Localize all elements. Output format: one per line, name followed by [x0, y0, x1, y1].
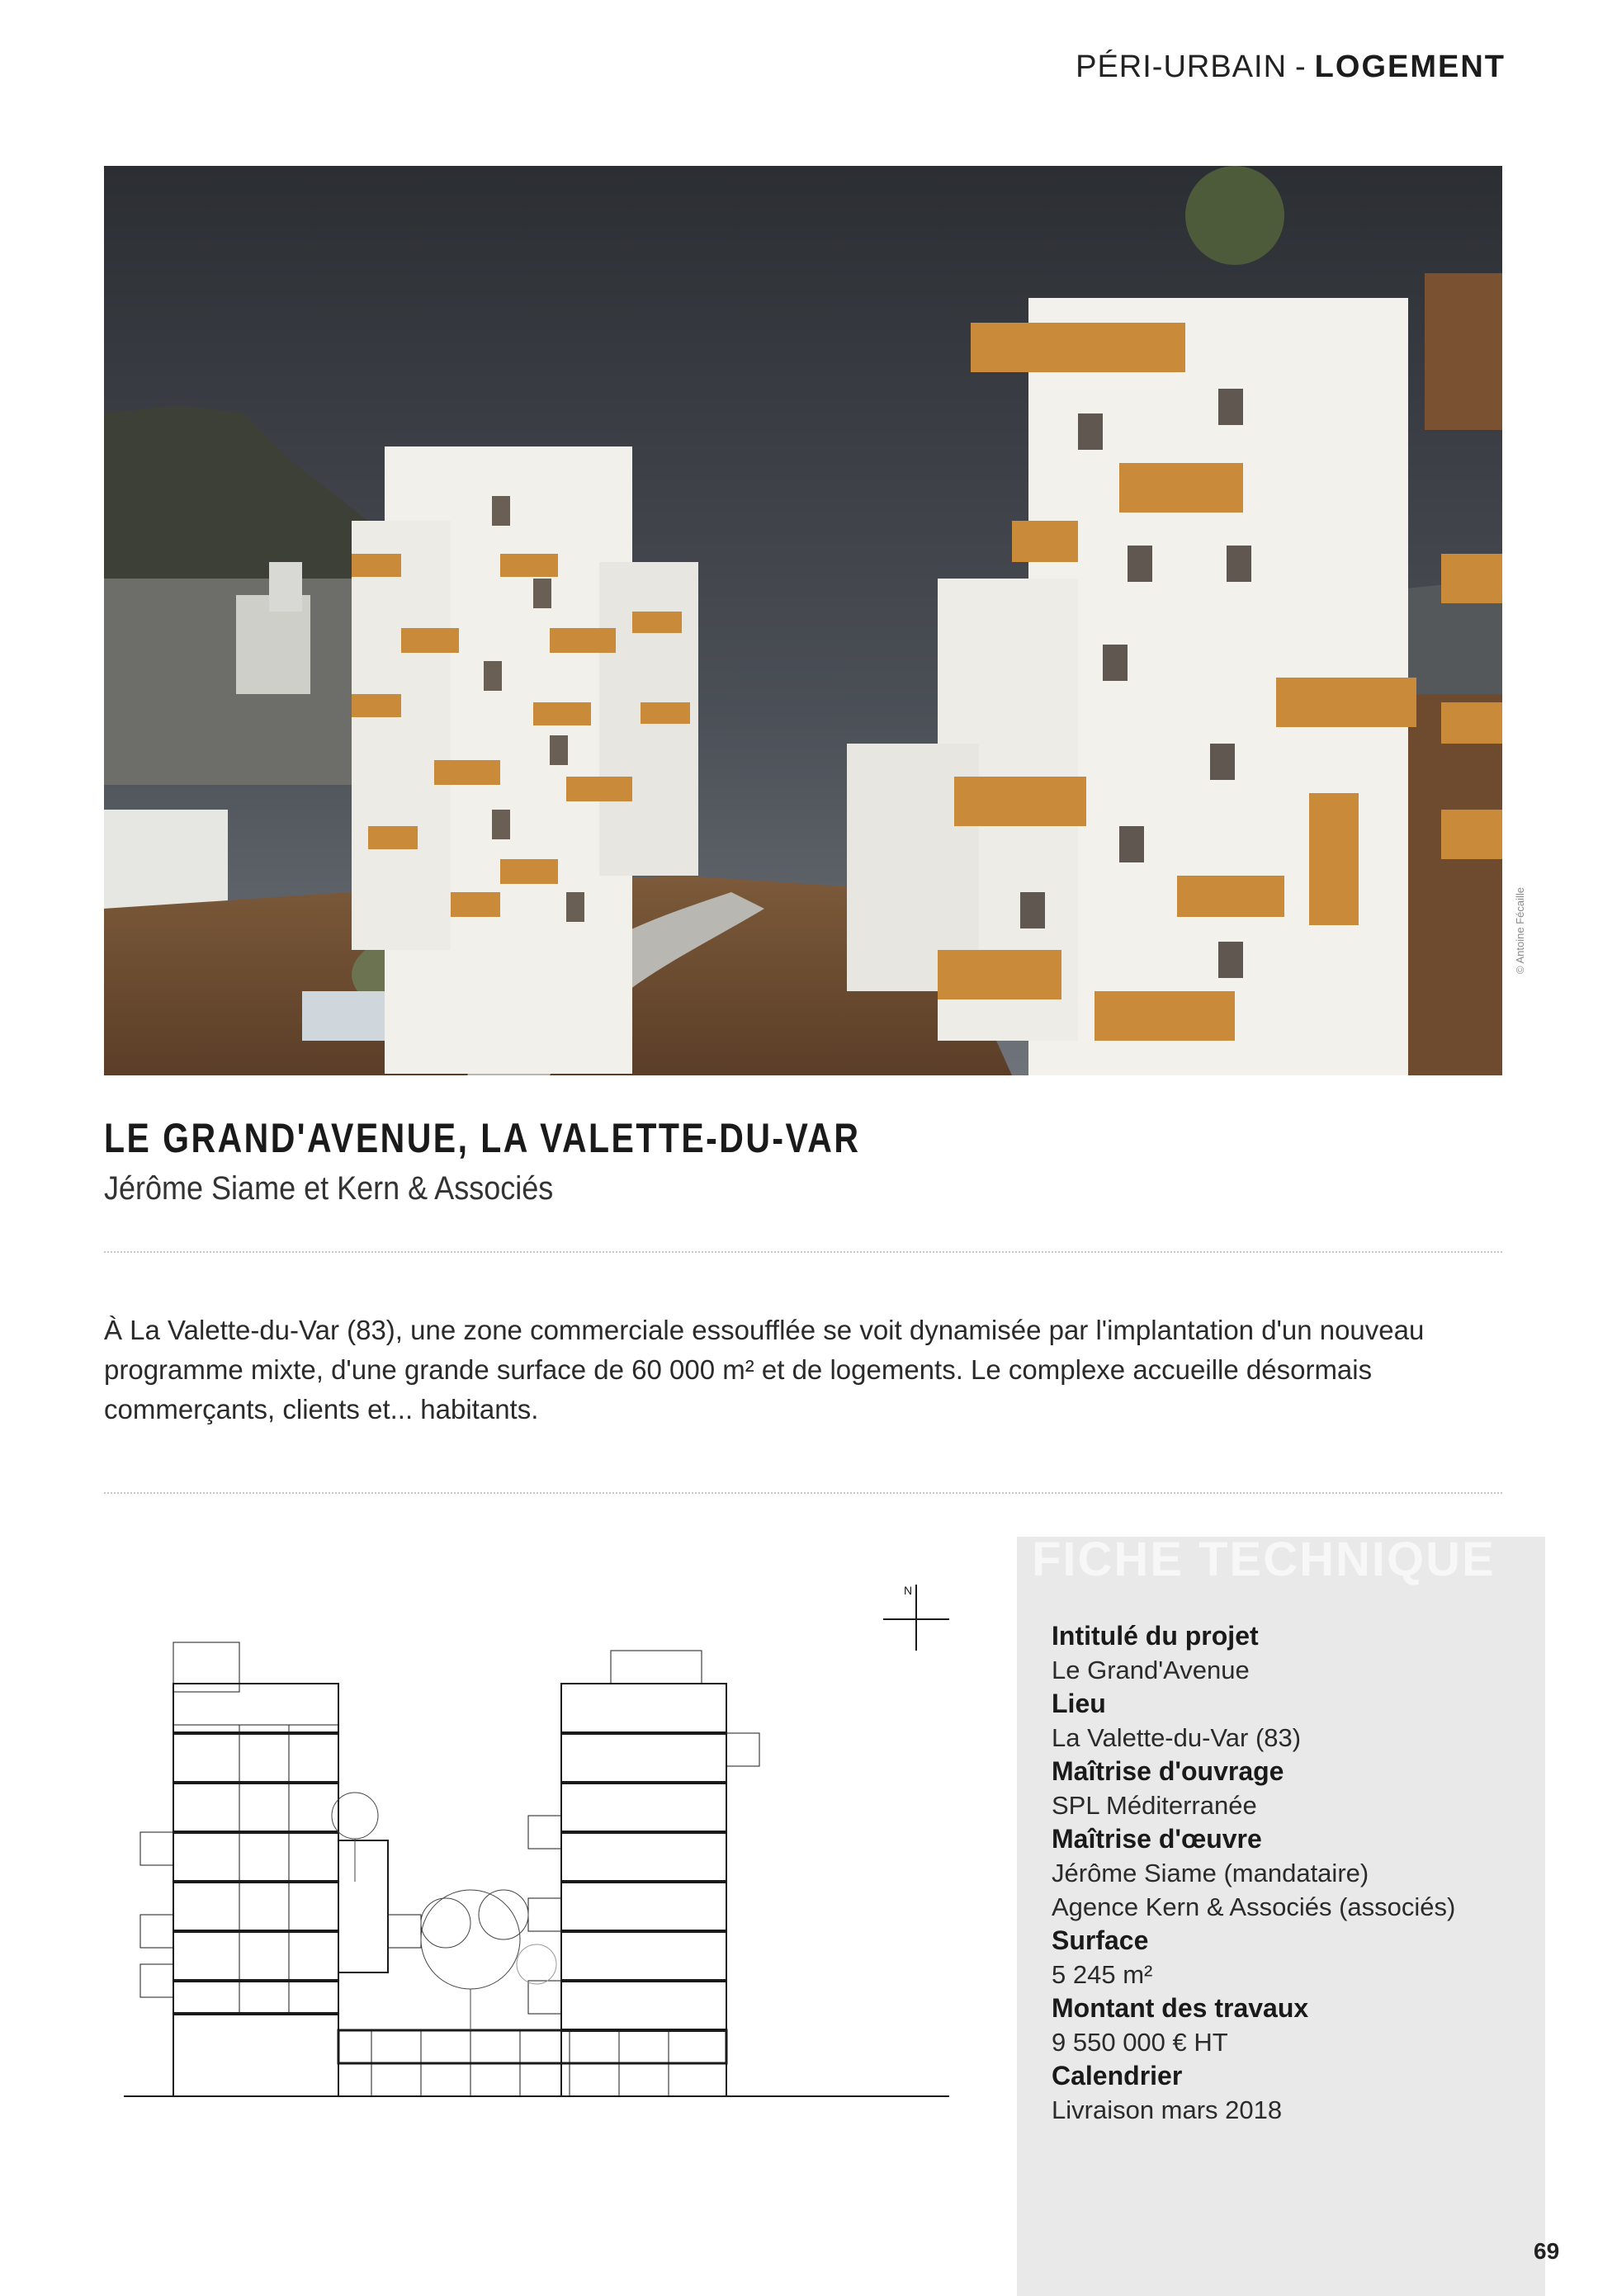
fact-label: Maîtrise d'ouvrage [1052, 1756, 1284, 1786]
running-header [1076, 50, 1506, 85]
section-drawing [124, 1568, 949, 2195]
building-photo [104, 166, 1502, 1075]
article-intro: À La Valette-du-Var (83), une zone commerciale essoufflée se voit dynamisée par l'implantation d'un nouveau programme mixte, d'une grande surface de 60 000 m² et de logements. Le complexe accueille désormais commerçants, clients et... habitants. [104, 1315, 1425, 1424]
fact-value: Le Grand'Avenue [1052, 1656, 1250, 1684]
article-title: LE GRAND'AVENUE, LA VALETTE-DU-VAR [104, 1115, 861, 1161]
fact-value: SPL Méditerranée [1052, 1791, 1257, 1820]
fact-value: Agence Kern & Associés (associés) [1052, 1892, 1456, 1921]
fact-label: Maîtrise d'œuvre [1052, 1824, 1262, 1854]
fact-value: Livraison mars 2018 [1052, 2095, 1283, 2124]
fact-label: Surface [1052, 1925, 1149, 1955]
fact-value: Jérôme Siame (mandataire) [1052, 1859, 1369, 1887]
fact-value: 9 550 000 € HT [1052, 2028, 1228, 2057]
divider [104, 1492, 1502, 1494]
photo-credit: © Antoine Fécaille [1514, 887, 1526, 974]
fact-value: La Valette-du-Var (83) [1052, 1723, 1302, 1752]
fact-value: 5 245 m² [1052, 1960, 1153, 1989]
fact-label: Intitulé du projet [1052, 1621, 1259, 1651]
fact-sheet-heading: FICHE TECHNIQUE [1032, 1533, 1496, 1586]
fact-label: Montant des travaux [1052, 1993, 1309, 2023]
fact-sheet-list [1052, 1619, 1539, 2127]
header-separator: - [1295, 50, 1307, 84]
header-topic: LOGEMENT [1314, 50, 1506, 84]
divider [104, 1251, 1502, 1253]
page-number: 69 [1534, 2238, 1560, 2264]
fact-label: Lieu [1052, 1689, 1106, 1718]
svg-text:N: N [904, 1584, 913, 1597]
north-arrow-icon [883, 1584, 949, 1651]
fact-label: Calendrier [1052, 2061, 1183, 2090]
article-authors: Jérôme Siame et Kern & Associés [104, 1170, 554, 1207]
header-section: PÉRI-URBAIN [1076, 50, 1288, 84]
